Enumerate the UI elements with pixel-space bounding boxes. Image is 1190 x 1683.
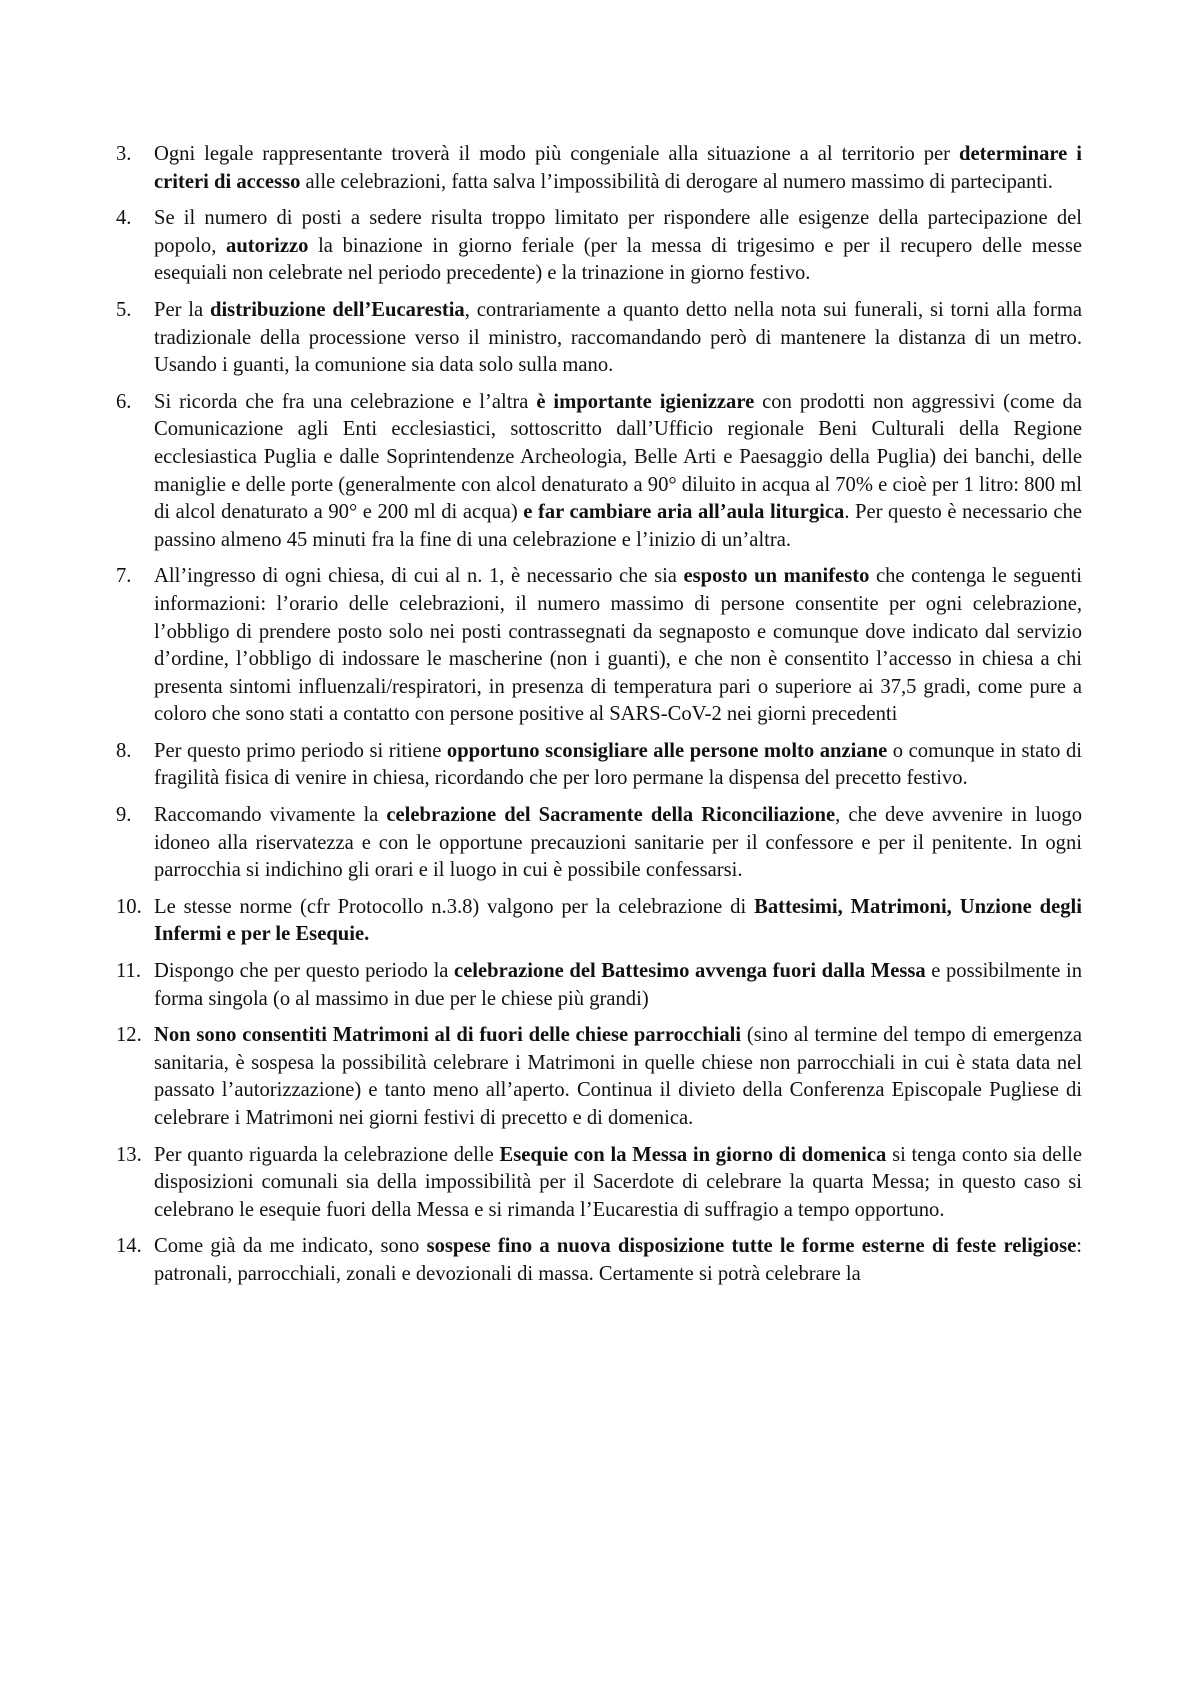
bold-text: Esequie con la Messa in giorno di domenica	[499, 1143, 887, 1166]
list-item	[116, 1142, 1082, 1225]
bold-text: e far cambiare aria all’aula liturgica	[523, 501, 845, 524]
text-run: Dispongo che per questo periodo la	[154, 960, 455, 983]
list-item-number: 6.	[116, 390, 132, 413]
bold-text: opportuno sconsigliare alle persone molto anziane	[446, 739, 888, 762]
numbered-list	[116, 141, 1082, 1298]
text-run: . Per questo è necessario che passino almeno 45 minuti fra la fine di una celebrazione e l’inizio di un’altra.	[154, 501, 1082, 551]
list-item-text	[154, 141, 1082, 196]
text-run: , contrariamente a quanto detto nella nota sui funerali, si torni alla forma tradizionale della processione verso il ministro, raccomandando però di mantenere la distanza di un metro. Usando i guanti, la comunione sia data solo sulla mano.	[154, 298, 1082, 377]
list-item-text	[154, 1142, 1082, 1225]
text-run: che contenga le seguenti informazioni: l’orario delle celebrazioni, il numero massimo di persone consentite per ogni celebrazione, l’obbligo di prendere posto solo nei posti contrassegnati da segnaposto e comunque dove indicato dal servizio d’ordine, l’obbligo di indossare le mascherine (non i guanti), e che non è consentito l’accesso in chiesa a chi presenta sintomi influenzali/respiratori, in presenza di temperatura pari o superiore ai 37,5 gradi, come pure a coloro che sono stati a contatto con persone positive al SARS-CoV-2 nei giorni precedenti	[154, 565, 1083, 726]
text-run: (sino al termine del tempo di emergenza sanitaria, è sospesa la possibilità celebrare i Matrimoni in quelle chiese non parrocchiali in cui è stata data nel passato l’autorizzazione) e tanto meno all’aperto. Continua il divieto della Conferenza Episcopale Pugliese di celebrare i Matrimoni nei giorni festivi di precetto e di domenica.	[154, 1024, 1082, 1129]
list-item-text	[154, 894, 1082, 949]
text-run: si tenga conto sia delle disposizioni comunali sia della impossibilità per il Sacerdote di celebrare la quarta Messa; in questo caso si celebrano le esequie fuori della Messa e si rimanda l’Eucarestia di suffragio a tempo opportuno.	[154, 1143, 1082, 1221]
text-run: la binazione in giorno feriale (per la messa di trigesimo e per il recupero delle messe esequiali non celebrate nel periodo precedente) e la trinazione in giorno festivo.	[154, 234, 1082, 285]
bold-text: distribuzione dell’Eucarestia	[210, 298, 465, 321]
bold-text: Battesimi, Matrimoni, Unzione degli Infermi e per le Esequie.	[154, 895, 1082, 946]
text-run: con prodotti non aggressivi (come da Comunicazione agli Enti ecclesiastici, sottoscritto dall’Ufficio regionale Beni Culturali della Regione ecclesiastica Puglia e dalle Soprintendenze Archeologia, Belle Arti e Paesaggio della Puglia) dei banchi, delle maniglie e delle porte (generalmente con alcol denaturato a 90° diluito in acqua al 70% e cioè per 1 litro: 800 ml di alcol denaturato a 90° e 200 ml di acqua)	[154, 390, 1082, 524]
list-item	[116, 297, 1082, 380]
list-item-text	[154, 297, 1082, 380]
list-item-text	[154, 1022, 1082, 1132]
text-run: Si ricorda che fra una celebrazione e l’altra	[154, 390, 537, 413]
list-item-text	[154, 738, 1082, 793]
list-item	[116, 205, 1082, 288]
list-item-text	[154, 563, 1082, 729]
list-item-text	[154, 1233, 1082, 1288]
list-item-text	[154, 958, 1082, 1013]
list-item-number: 7.	[116, 565, 132, 588]
list-item-number: 4.	[116, 207, 132, 230]
list-item-number: 9.	[116, 804, 132, 827]
text-run: Per quanto riguarda la celebrazione delle	[154, 1143, 500, 1166]
text-run: Come già da me indicato, sono	[154, 1235, 427, 1258]
text-run: Ogni legale rappresentante troverà il modo più congeniale alla situazione a al territorio per	[154, 143, 960, 165]
bold-text: celebrazione del Sacramente della Riconciliazione	[386, 804, 836, 827]
bold-text: determinare i criteri di accesso	[154, 143, 1083, 193]
text-run: Le stesse norme (cfr Protocollo n.3.8) valgono per la celebrazione di	[154, 895, 755, 918]
text-run: Per la	[154, 298, 210, 321]
list-item-number: 14.	[116, 1235, 142, 1258]
text-run: , che deve avvenire in luogo idoneo alla riservatezza e con le opportune precauzioni sanitarie per il confessore e per il penitente. In ogni parrocchia si indichino gli orari e il luogo in cui è possibile confessarsi.	[154, 804, 1082, 882]
list-item-number: 8.	[116, 739, 132, 762]
bold-text: celebrazione del Battesimo avvenga fuori dalla Messa	[454, 960, 926, 983]
text-run: e possibilmente in forma singola (o al massimo in due per le chiese più grandi)	[154, 960, 1082, 1010]
text-run: Raccomando vivamente la	[154, 804, 387, 827]
list-item-number: 10.	[116, 895, 142, 918]
list-item-number: 5.	[116, 298, 132, 321]
text-run: o comunque in stato di fragilità fisica di venire in chiesa, ricordando che per loro permane la dispensa del precetto festivo.	[154, 739, 1082, 790]
list-item	[116, 141, 1082, 196]
text-run: All’ingresso di ogni chiesa, di cui al n. 1, è necessario che sia	[154, 565, 684, 588]
bold-text: Non sono consentiti Matrimoni al di fuori delle chiese parrocchiali	[154, 1024, 742, 1047]
text-run: alle celebrazioni, fatta salva l’impossibilità di derogare al numero massimo di partecipanti.	[300, 170, 1053, 193]
bold-text: esposto un manifesto	[683, 565, 870, 588]
list-item-text	[154, 389, 1082, 555]
list-item	[116, 958, 1082, 1013]
list-item	[116, 1022, 1082, 1132]
bold-text: è importante igienizzare	[536, 390, 755, 413]
list-item-number: 13.	[116, 1143, 142, 1166]
bold-text: autorizzo	[226, 234, 309, 257]
list-item-number: 12.	[116, 1024, 142, 1047]
list-item	[116, 894, 1082, 949]
text-run: : patronali, parrocchiali, zonali e devozionali di massa. Certamente si potrà celebrare la	[154, 1235, 1083, 1285]
list-item-number: 3.	[116, 143, 132, 165]
bold-text: sospese fino a nuova disposizione tutte le forme esterne di feste religiose	[426, 1235, 1077, 1258]
list-item	[116, 389, 1082, 555]
text-run: Per questo primo periodo si ritiene	[154, 739, 447, 762]
list-item	[116, 738, 1082, 793]
list-item	[116, 563, 1082, 729]
text-run: Se il numero di posti a sedere risulta troppo limitato per rispondere alle esigenze della partecipazione del popolo,	[154, 207, 1082, 257]
list-item	[116, 1233, 1082, 1288]
list-item-text	[154, 802, 1082, 885]
list-item	[116, 802, 1082, 885]
list-item-number: 11.	[116, 960, 141, 983]
list-item-text	[154, 205, 1082, 288]
